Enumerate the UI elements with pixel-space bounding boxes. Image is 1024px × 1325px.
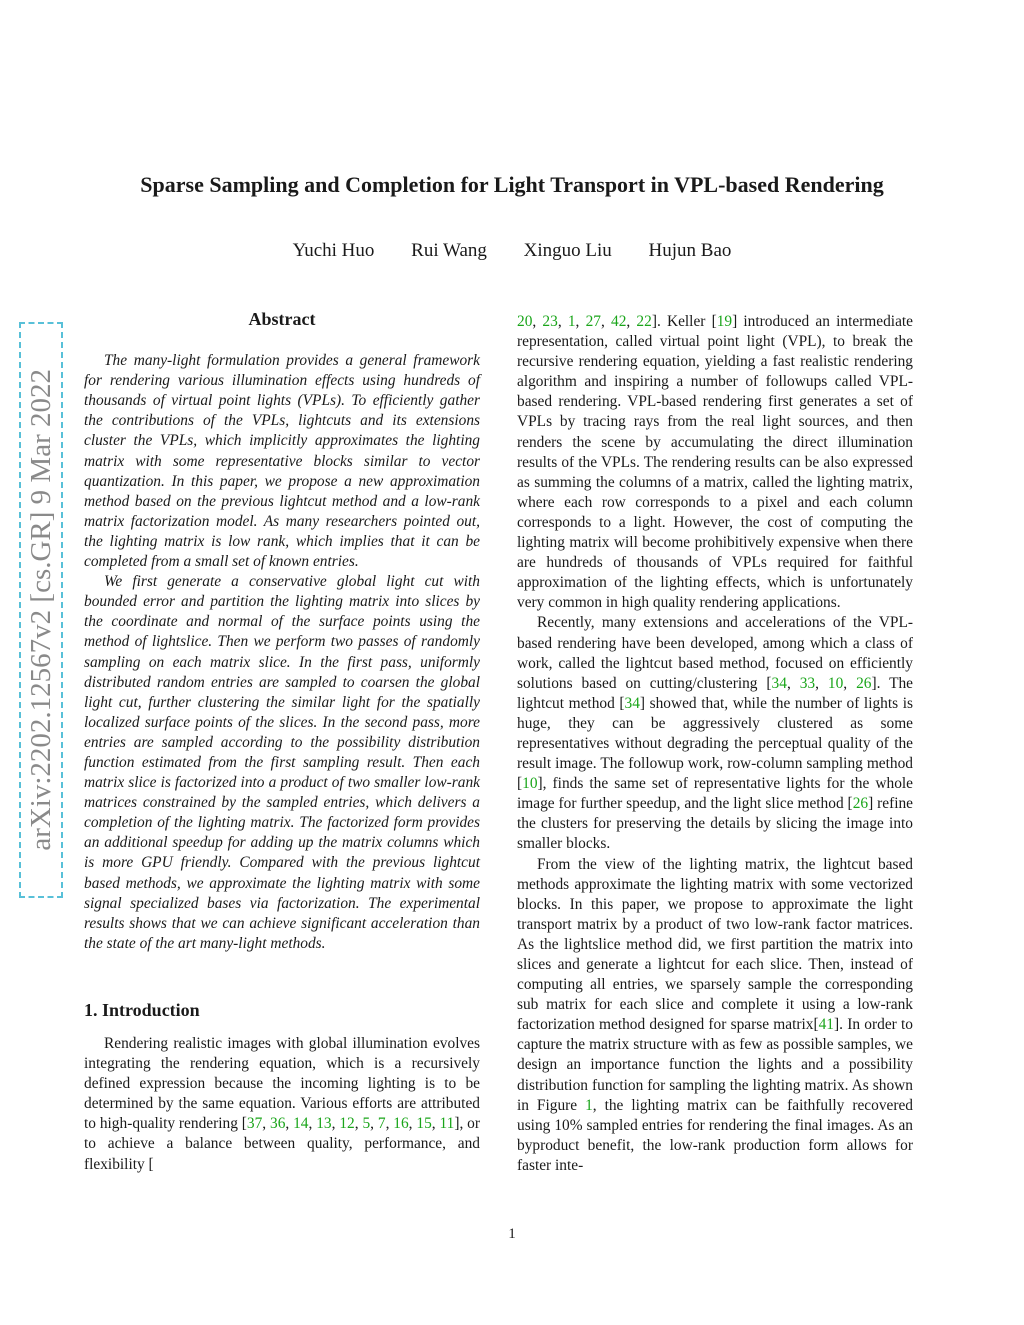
arxiv-stamp — [19, 322, 63, 898]
intro-paragraph: Recently, many extensions and accelerations of the VPL-based rendering have been developed, among which a class of work, called the lightcut based method, focused on efficiently solutions based on cutting/clustering [34, 33, 10, 26]. The lightcut method [34] showed that, while the number of lights is huge, they can be aggressively clustered as some representatives without degrading the perceptual quality of the result image. The followup work, row-column sampling method [10], finds the same set of representative lights for the whole image for further speedup, and the light slice method [26] refine the clusters for preserving the details by slicing the image into smaller blocks. — [517, 614, 914, 853]
intro-paragraph: 20, 23, 1, 27, 42, 22]. Keller [19] introduced an intermediate representation, called virtual point light (VPL), to break the recursive rendering equation, yielding a fast realistic rendering algorithm and inspiring a number of followups called VPL-based rendering. VPL-based rendering first generates a set of VPLs by tracing rays from the real light sources, and then renders the scene by accumulating the direct illumination results of the VPLs. The rendering results can be also expressed as summing the columns of a matrix, called the lighting matrix, where each row corresponds to a pixel and each column corresponds to a light. However, the cost of computing the lighting matrix will become prohibitively expensive when there are hundreds of thousands of VPLs required for faithful approximation of the lighting effects, which is unfortunately very common in high quality rendering applications. — [517, 313, 914, 612]
arxiv-id: arXiv:2202.12567v2 [cs.GR] 9 Mar 2022 — [24, 369, 57, 851]
author-name: Hujun Bao — [648, 240, 732, 261]
abstract-paragraph: We first generate a conservative global light cut with bounded error and partition the lighting matrix into slices by the coordinate and normal of the surface points using the method of lightslice. Then we perform two passes of randomly sampling on each matrix slice. In the first pass, uniformly distributed random entries are sampled to coarsen the global light cut, further clustering the similar light for the spatially localized surface points of the slices. In the second pass, more entries are sampled according to the possibility distribution function estimated from the first sampling result. Then each matrix slice is factorized into a product of two smaller low-rank matrices constrained by the sampled entries, which delivers a completion of the lighting matrix. The factorized form provides an additional speedup for adding up the matrix columns which is more GPU friendly. Compared with the previous lightcut based methods, we approximate the lighting matrix with some signal specialized bases via factorization. The experimental results shows that we can achieve significant acceleration than the state of the art many-light methods. — [84, 573, 480, 952]
citation-link[interactable]: 15 — [416, 1115, 432, 1133]
body-text: ] showed that, while the number of lights is huge, they can be aggressively clustered as some representatives without degrading the perceptual quality of the result image. The followup work, row-column sampling method [ — [517, 694, 913, 793]
intro-paragraph: Rendering realistic images with global illumination evolves integrating the rendering equation, which is a recursively defined expression because the incoming lighting is to be determined by the same equation. Various efforts are attributed to high-quality rendering [37, 36, 14, 13, 12, 5, 7, 16, 15, 11], or to achieve a balance between quality, performance, and flexibility [ — [84, 1035, 480, 1173]
citation-link[interactable]: 1 — [567, 313, 576, 330]
body-text: , the lighting matrix can be faithfully recovered using 10% sampled entries for rendering the final images. As an byproduct benefit, the low-rank production form allows for faster inte- — [517, 1096, 913, 1174]
citation-link[interactable]: 23 — [542, 313, 558, 330]
body-text: ], finds the same set of representative lights for the whole image for further speedup, and the light slice method [ — [517, 775, 913, 813]
body-text: Rendering realistic images with global illumination evolves integrating the rendering equation, which is a recursively defined expression because the incoming lighting is to be determined by the same equation. Various efforts are attributed to high-quality rendering [ — [84, 1035, 480, 1133]
citation-link[interactable]: 34 — [771, 674, 787, 692]
section-heading: 1. Introduction — [84, 999, 200, 1020]
citation-link[interactable]: 22 — [636, 313, 652, 330]
body-text: ] refine the clusters for preserving the details by slicing the image into smaller blocks. — [517, 795, 914, 853]
body-text: Recently, many extensions and accelerations of the VPL-based rendering have been developed, among which a class of work, called the lightcut based method, focused on efficiently solutions based on cutting/clustering [ — [517, 614, 913, 692]
body-text: ] introduced an intermediate representation, called virtual point light (VPL), to break the recursive rendering equation, yielding a fast realistic rendering algorithm and inspiring a number of followups called VPL-based rendering. VPL-based rendering first generates a set of VPLs by tracing rays from the real light sources, and then renders the scene by accumulating the direct illumination results of the VPLs. The rendering results can be also expressed as summing the columns of a matrix, called the lighting matrix, where each row corresponds to a pixel and each column corresponds to a light. However, the cost of computing the lighting matrix will become prohibitively expensive when there are hundreds of thousands of VPLs required for faithful approximation of the lighting effects, which is unfortunately very common in high quality rendering applications. — [517, 313, 914, 612]
author-name: Yuchi Huo — [292, 240, 375, 261]
citation-link[interactable]: 41 — [818, 1016, 834, 1034]
citation-link[interactable]: 42 — [611, 313, 627, 330]
citation-link[interactable]: 37 — [246, 1115, 263, 1133]
citation-link[interactable]: 10 — [827, 674, 844, 692]
author-name: Rui Wang — [411, 240, 487, 261]
body-text: ]. In order to capture the matrix structure with as few as possible samples, we design an importance function the lights and a possibility distribution function for sampling the lighting matrix. As shown in Figure — [517, 1016, 913, 1114]
citation-link[interactable]: 26 — [852, 795, 869, 813]
citation-link[interactable]: 36 — [270, 1115, 286, 1133]
citation-link[interactable]: 20 — [517, 313, 533, 330]
citation-link[interactable]: 34 — [624, 694, 640, 712]
body-text: ]. The lightcut method [ — [517, 674, 913, 712]
citation-link[interactable]: 10 — [522, 775, 538, 793]
author-list — [0, 240, 1024, 262]
citation-link[interactable]: 12 — [339, 1115, 355, 1133]
citation-link[interactable]: 27 — [585, 313, 601, 330]
citation-link[interactable]: 11 — [439, 1115, 455, 1133]
citation-link[interactable]: 5 — [362, 1115, 371, 1133]
citation-link[interactable]: 16 — [393, 1115, 409, 1133]
abstract-heading: Abstract — [248, 309, 316, 329]
intro-paragraph — [517, 855, 913, 1177]
body-text: From the view of the lighting matrix, the lightcut based methods approximate the lighting matrix with some vectorized blocks. In this paper, we propose to approximate the light transport matrix by a product of two low-rank factor matrices. As the lightslice method did, we first partition the matrix into slices and generate a lightcut for each slice. Then, instead of computing all entries, we sparsely sample the corresponding sub matrix for each slice and complete it using a low-rank factorization method designed for sparse matrix[ — [517, 855, 913, 1034]
citation-link[interactable]: 26 — [856, 674, 872, 692]
citation-link[interactable]: 19 — [716, 313, 733, 330]
body-text: ]. Keller [ — [651, 313, 717, 330]
abstract-paragraph: The many-light formulation provides a general framework for rendering various illumination effects using hundreds of thousands of virtual point lights (VPLs). To efficiently gather the contributions of the VPLs, lightcuts and its extensions cluster the VPLs, which implicitly approximates the lighting matrix with some representative blocks similar to vector quantization. In this paper, we propose a new approximation method based on the previous lightcut method and a low-rank matrix factorization model. As many researchers pointed out, the lighting matrix is low rank, which implies that it can be completed from a small set of known entries. — [84, 352, 480, 571]
citation-link[interactable]: 14 — [293, 1115, 309, 1133]
right-column — [517, 312, 913, 1176]
body-text: ], or to achieve a balance between quality, performance, and flexibility [ — [84, 1115, 480, 1173]
citation-link[interactable]: 7 — [377, 1115, 386, 1133]
citation-link[interactable]: 13 — [316, 1115, 332, 1133]
left-column — [84, 309, 480, 1175]
paper-title: Sparse Sampling and Completion for Light Transport in VPL-based Rendering — [140, 172, 884, 197]
author-name: Xinguo Liu — [523, 240, 612, 261]
page-number: 1 — [508, 1226, 516, 1242]
figure-reference-link[interactable]: 1 — [585, 1096, 593, 1114]
citation-link[interactable]: 33 — [799, 674, 816, 692]
